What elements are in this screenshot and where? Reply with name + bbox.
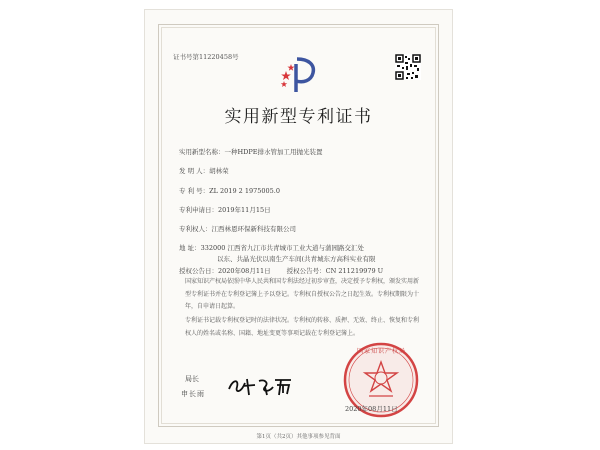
name-value: 一种HDPE排水管加工用抛光装置 [224, 148, 323, 156]
patentee-row [179, 224, 296, 233]
inventor-label: 发 明 人： [179, 167, 210, 175]
application-date-label: 专利申请日： [179, 206, 218, 214]
seal-text: 国家知识产权局 [357, 348, 407, 355]
certificate-number: 证书号第11220458号 [173, 53, 239, 61]
director-name-label: 申长雨 [181, 390, 205, 398]
patentee-value: 江西林恩环保新科技有限公司 [211, 225, 296, 233]
seal-date: 2020年08月11日 [345, 405, 398, 413]
address-line1: 332000 江西省九江市共青城市工业大道与蒲园路交汇处 [200, 244, 364, 252]
page-footer: 第1页（共2页）其他事项参见背面 [256, 434, 341, 440]
grant-row [179, 266, 383, 275]
qr-code-icon [395, 54, 421, 80]
announcement-label: 授权公告号： [286, 267, 326, 275]
address-line2: 以东、共晶光伏以南生产车间(共青城东方高科实业有限 [217, 255, 376, 263]
application-date-row [179, 205, 271, 214]
patentee-label: 专利权人： [179, 225, 212, 233]
address-line2-row [217, 254, 376, 263]
grant-date-value: 2020年08月11日 [218, 267, 271, 275]
patent-number-row [179, 186, 280, 195]
certificate-title: 实用新型专利证书 [224, 107, 373, 127]
name-row [179, 147, 323, 156]
application-date-value: 2019年11月15日 [218, 206, 271, 214]
address-row [179, 243, 364, 252]
body-paragraph-2: 专利证书记载专利权登记时的法律状况。专利权的转移、质押、无效、终止、恢复和专利权人的姓名或名称、国籍、地址变更等事项记载在专利登记簿上。 [185, 317, 420, 337]
announcement-value: CN 211219979 U [325, 267, 384, 275]
name-label: 实用新型名称： [179, 148, 225, 156]
address-label: 地 址： [179, 244, 201, 252]
cnipa-logo-icon [279, 54, 319, 94]
director-label: 局长 [185, 375, 199, 383]
patent-number-label: 专 利 号： [179, 187, 210, 195]
signature-icon [225, 375, 295, 397]
patent-number-value: ZL 2019 2 1975005.0 [209, 187, 280, 195]
certificate-page [145, 10, 452, 443]
body-paragraph-1: 国家知识产权局依照中华人民共和国专利法经过初步审查，决定授予专利权，颁发实用新型专利证书并在专利登记簿上予以登记。专利权自授权公告之日起生效。专利权期限为十年，自申请日起算。 [185, 278, 420, 310]
grant-date-label: 授权公告日： [179, 267, 218, 275]
inventor-value: 胡林荣 [209, 167, 229, 175]
inventor-row [179, 166, 229, 175]
